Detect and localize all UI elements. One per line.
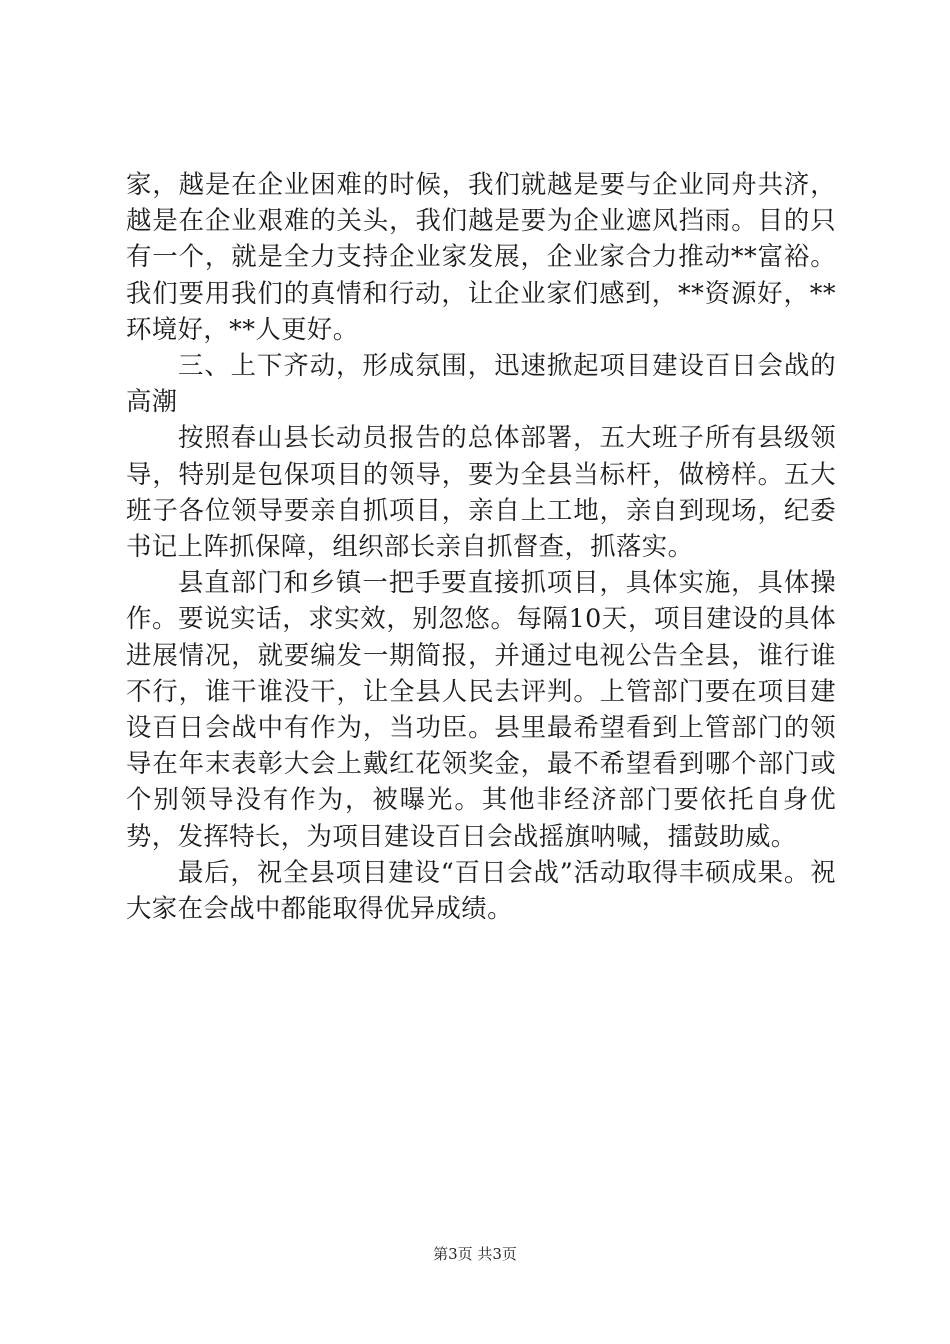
paragraph-continuation: 家，越是在企业困难的时候，我们就越是要与企业同舟共济，越是在企业艰难的关头，我们越是要为企业遮风挡雨。目的只有一个，就是全力支持企业家发展，企业家合力推动**富裕。我们要用我们的真情和行动，让企业家们感到，**资源好，**环境好，**人更好。 xyxy=(126,169,836,344)
paragraph-leadership: 按照春山县长动员报告的总体部署，五大班子所有县级领导，特别是包保项目的领导，要为全县当标杆，做榜样。五大班子各位领导要亲自抓项目，亲自上工地，亲自到现场，纪委书记上阵抓保障，组织部长亲自抓督查，抓落实。 xyxy=(126,422,836,562)
paragraph-closing: 最后，祝全县项目建设“百日会战”活动取得丰硕成果。祝大家在会战中都能取得优异成绩。 xyxy=(126,856,836,924)
paragraph-departments: 县直部门和乡镇一把手要直接抓项目，具体实施，具体操作。要说实话，求实效，别忽悠。每隔10天，项目建设的具体进展情况，就要编发一期简报，并通过电视公告全县，谁行谁不行，谁干谁没干，让全县人民去评判。上管部门要在项目建设百日会战中有作为，当功臣。县里最希望看到上管部门的领导在年末表彰大会上戴红花领奖金，最不希望看到哪个部门或个别领导没有作为，被曝光。其他非经济部门要依托自身优势，发挥特长，为项目建设百日会战摇旗呐喊，擂鼓助威。 xyxy=(126,567,836,851)
section-heading: 三、上下齐动，形成氛围，迅速掀起项目建设百日会战的高潮 xyxy=(126,350,836,417)
page-footer xyxy=(0,1244,950,1264)
document-body xyxy=(126,166,836,926)
page-number: 第3页 共3页 xyxy=(433,1245,517,1263)
